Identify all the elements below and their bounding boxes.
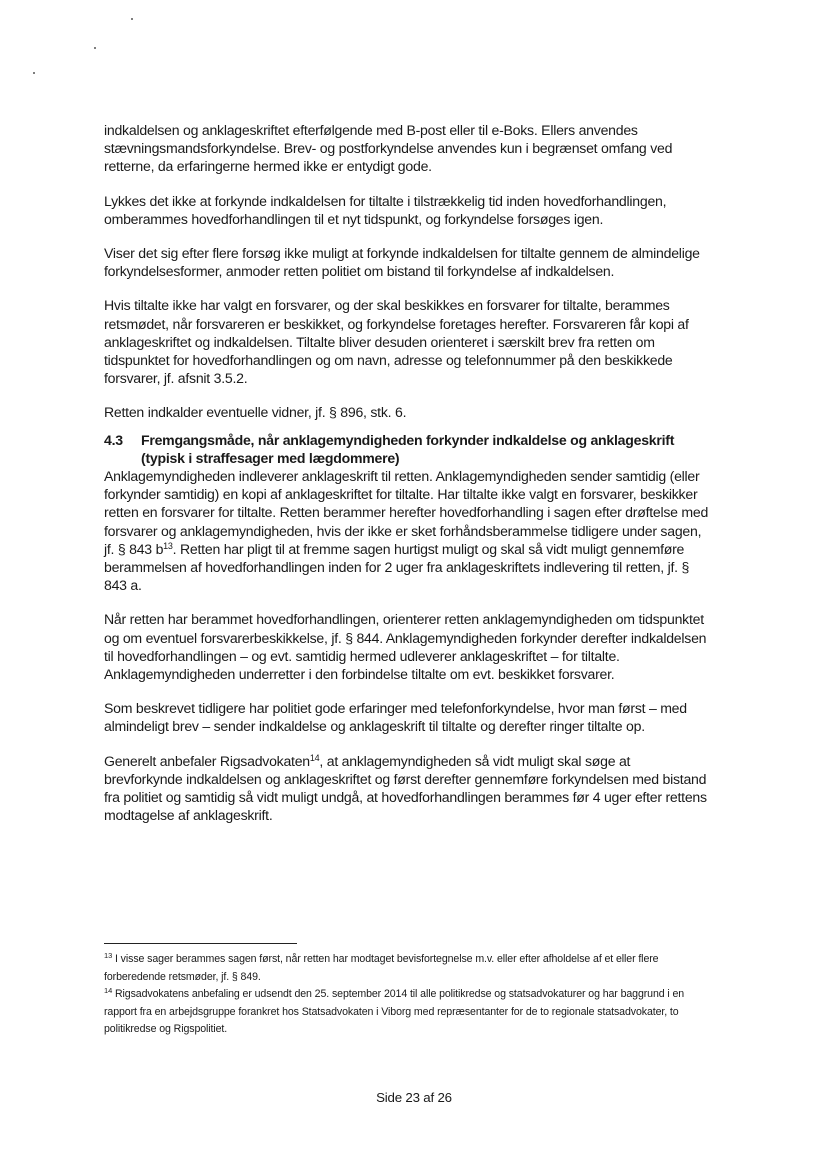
footnotes [104, 951, 712, 1039]
paragraph-text: , at anklagemyndigheden så vidt muligt skal søge at brevforkynde indkaldelsen og anklageskriftet og først derefter gennemføre forkyndelsen med bistand fra politiet og samtidig så vidt muligt undgå, at hovedforhandlingen berammes før 4 uger efter rettens modtagelse af anklageskrift. [104, 752, 707, 824]
document-body [104, 121, 712, 825]
paragraph-text: Generelt anbefaler Rigsadvokaten [104, 752, 310, 769]
scan-speck [33, 72, 35, 74]
paragraph: Når retten har berammet hovedforhandlingen, orienterer retten anklagemyndigheden om tidspunktet og om eventuel forsvarerbeskikkelse, jf. § 844. Anklagemyndigheden forkynder derefter indkaldelsen til hovedforhandlingen – og evt. samtidig hermed udleverer anklageskriftet – for tiltalte. Anklagemyndigheden underretter i den forbindelse tiltalte om evt. beskikket forsvarer. [104, 611, 707, 683]
scan-speck [131, 18, 133, 20]
page-number: Side 23 af 26 [376, 1090, 452, 1105]
footnote-text: I visse sager berammes sagen først, når retten har modtaget bevisfortegnelse m.v. eller efter afholdelse af et eller flere forberedende retsmøder, jf. § 849. [104, 953, 659, 983]
paragraph [104, 467, 712, 594]
paragraph: Viser det sig efter flere forsøg ikke muligt at forkynde indkaldelsen for tiltalte gennem de almindelige forkyndelsesformer, anmoder retten politiet om bistand til forkyndelse af indkaldelsen. [104, 245, 700, 280]
footnote-text: Rigsadvokatens anbefaling er udsendt den 25. september 2014 til alle politikredse og statsadvokaturer og har baggrund i en rapport fra en arbejdsgruppe forankret hos Statsadvokaten i Viborg med repræsentanter for de to regionale statsadvokater, to politikredse og Rigspolitiet. [104, 988, 685, 1036]
section-number: 4.3 [104, 431, 123, 448]
footnote-separator [104, 943, 297, 944]
footnote-number: 14 [104, 986, 113, 996]
footnote-reference: 13 [163, 540, 173, 551]
footnote [104, 986, 712, 1039]
paragraph: Hvis tiltalte ikke har valgt en forsvarer, og der skal beskikkes en forsvarer for tiltalte, berammes retsmødet, når forsvareren er beskikket, og forkyndelse foretages herefter. Forsvareren får kopi af anklageskriftet og indkaldelsen. Tiltalte bliver desuden orienteret i særskilt brev fra retten om tidspunktet for hovedforhandlingen og om navn, adresse og telefonnummer på den beskikkede forsvarer, jf. afsnit 3.5.2. [104, 297, 689, 387]
footnote-reference: 14 [309, 752, 320, 763]
footnote [104, 951, 712, 986]
paragraph: indkaldelsen og anklageskriftet efterfølgende med B-post eller til e-Boks. Ellers anvendes stævningsmandsforkyndelse. Brev- og postforkyndelse anvendes kun i begrænset omfang ved retterne, da erfaringerne hermed ikke er entydigt gode. [104, 122, 673, 175]
footnote-number: 13 [104, 951, 113, 960]
section-title: Fremgangsmåde, når anklagemyndigheden forkynder indkaldelse og anklageskrift (typisk i straffesager med lægdommere) [141, 431, 675, 466]
paragraph: Lykkes det ikke at forkynde indkaldelsen for tiltalte i tilstrækkelig tid inden hovedforhandlingen, omberammes hovedforhandlingen til et nyt tidspunkt, og forkyndelse forsøges igen. [104, 192, 667, 227]
paragraph [104, 752, 712, 825]
scan-speck [94, 47, 96, 49]
paragraph-text: Anklagemyndigheden indleverer anklageskrift til retten. Anklagemyndigheden sender samtidig (eller forkynder samtidig) en kopi af anklageskriftet for tiltalte. Har tiltalte ikke valgt en forsvarer, beskikker retten en forsvarer for tiltalte. Retten berammer herefter hovedforhandling i sagen efter drøftelse med forsvarer og anklagemyndigheden, hvis der ikke er sket forhåndsberammelse tidligere under sagen, jf. § 843 b [104, 468, 709, 557]
paragraph: Som beskrevet tidligere har politiet gode erfaringer med telefonforkyndelse, hvor man først – med almindeligt brev – sender indkaldelse og anklageskrift til tiltalte og derefter ringer tiltalte op. [104, 700, 687, 735]
section-heading [104, 431, 712, 467]
paragraph-text: . Retten har pligt til at fremme sagen hurtigst muligt og skal så vidt muligt gennemføre berammelsen af hovedforhandlingen inden for 2 uger fra anklageskriftets indlevering til retten, jf. § 843 a. [104, 540, 690, 594]
paragraph: Retten indkalder eventuelle vidner, jf. § 896, stk. 6. [104, 404, 407, 421]
